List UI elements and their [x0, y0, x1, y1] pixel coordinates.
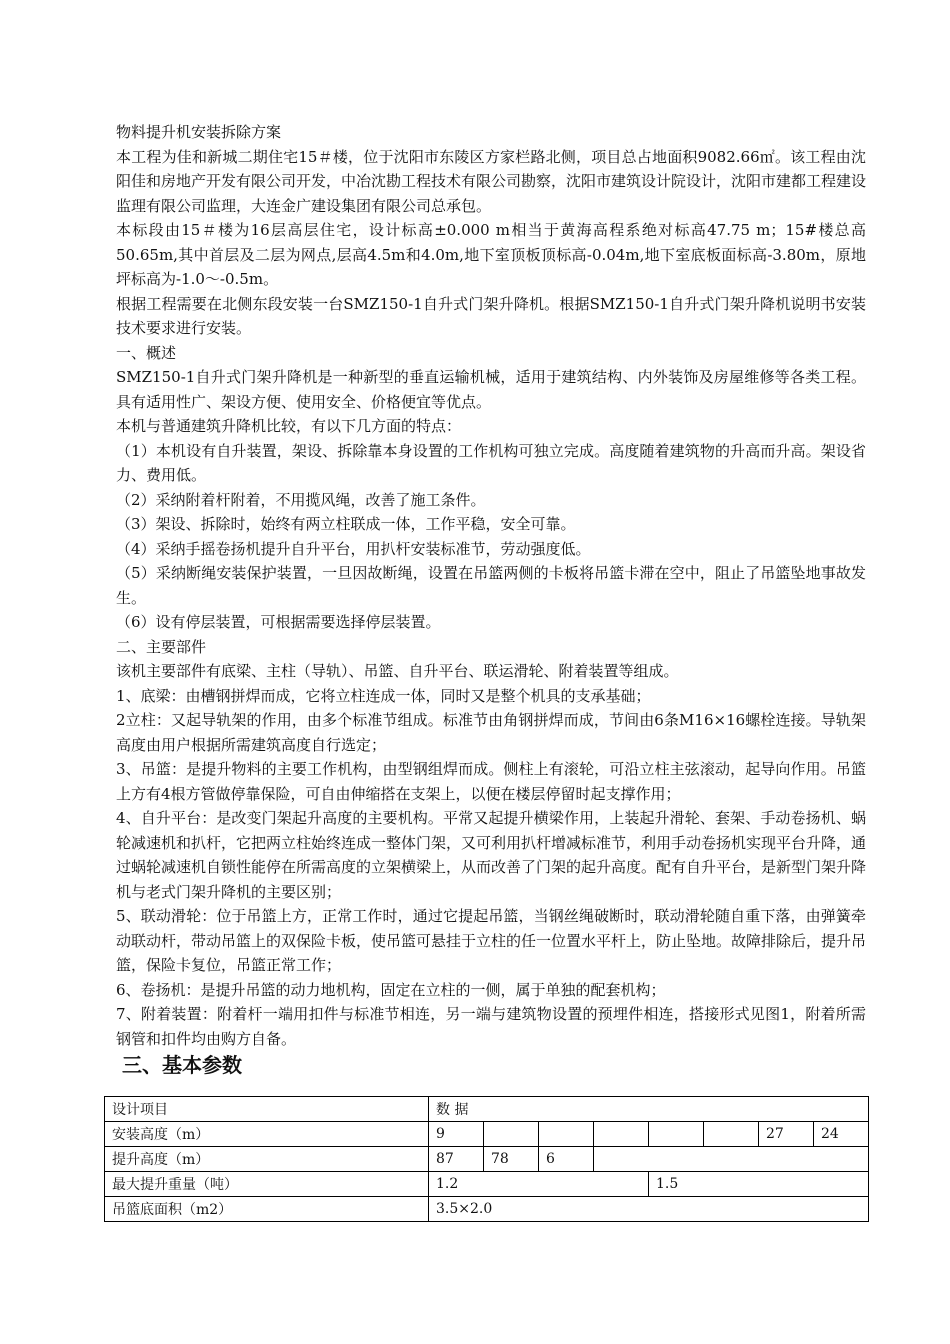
table-cell [704, 1122, 759, 1147]
table-cell [594, 1147, 869, 1172]
table-cell: 24 [814, 1122, 869, 1147]
table-cell: 9 [429, 1122, 484, 1147]
parameters-table [104, 1096, 869, 1222]
table-cell: 最大提升重量（吨） [105, 1172, 429, 1197]
table-cell: 27 [759, 1122, 814, 1147]
part-item-1: 1、底梁：由槽钢拼焊而成，它将立柱连成一体，同时又是整个机具的支承基础； [116, 686, 651, 705]
table-cell: 提升高度（m） [105, 1147, 429, 1172]
part-item-2: 2立柱：又起导轨架的作用，由多个标准节组成。标准节由角钢拼焊而成，节间由6条M16×16螺栓连接。导轨架高度由用户根据所需建筑高度自行选定； [116, 711, 866, 754]
table-cell: 数 据 [429, 1097, 869, 1122]
feature-item-5: （5）采纳断绳安装保护装置，一旦因故断绳，设置在吊篮两侧的卡板将吊篮卡滞在空中，阻止了吊篮坠地事故发生。 [116, 564, 866, 607]
feature-item-2: （2）采纳附着杆附着，不用揽风绳，改善了施工条件。 [116, 490, 486, 509]
table-cell: 87 [429, 1147, 484, 1172]
table-cell [649, 1122, 704, 1147]
table-cell: 78 [484, 1147, 539, 1172]
heading-overview: 一、概述 [116, 343, 177, 362]
paragraph-elevation: 本标段由15＃楼为16层高层住宅，设计标高±0.000 m相当于黄海高程系绝对标高47.75 m；15#楼总高50.65m,其中首层及二层为网点,层高4.5m和4.0m,地下室顶板顶标高-0.04m,地下室底板面标高-3.80m，原地坪标高为-1.0～-0.5m。 [116, 221, 866, 288]
part-item-7: 7、附着装置：附着杆一端用扣件与标准节相连，另一端与建筑物设置的预埋件相连，搭接形式见图1，附着所需钢管和扣件均由购方自备。 [116, 1005, 866, 1048]
table-row [105, 1097, 869, 1122]
table-cell: 安装高度（m） [105, 1122, 429, 1147]
heading-main-parts: 二、主要部件 [116, 637, 207, 656]
part-item-5: 5、联动滑轮：位于吊篮上方，正常工作时，通过它提起吊篮，当钢丝绳破断时，联动滑轮随自重下落，由弹簧牵动联动杆，带动吊篮上的双保险卡板，使吊篮可悬挂于立柱的任一位置水平杆上，防止坠地。故障排除后，提升吊篮，保险卡复位，吊篮正常工作； [116, 907, 867, 974]
table-cell: 1.5 [649, 1172, 869, 1197]
document-title: 物料提升机安装拆除方案 [116, 123, 282, 141]
feature-item-1: （1）本机设有自升装置，架设、拆除靠本身设置的工作机构可独立完成。高度随着建筑物的升高而升高。架设省力、费用低。 [116, 441, 866, 484]
document-body [116, 120, 866, 1079]
part-item-6: 6、卷扬机：是提升吊篮的动力地机构，固定在立柱的一侧，属于单独的配套机构； [116, 980, 666, 999]
paragraph-installation-basis: 根据工程需要在北侧东段安装一台SMZ150-1自升式门架升降机。根据SMZ150-1自升式门架升降机说明书安装技术要求进行安装。 [116, 294, 866, 337]
table-row [105, 1147, 869, 1172]
table-cell: 吊篮底面积（m2） [105, 1197, 429, 1222]
feature-item-4: （4）采纳手摇卷扬机提升自升平台，用扒杆安装标准节，劳动强度低。 [116, 539, 591, 558]
table-cell [539, 1122, 594, 1147]
table-cell [484, 1122, 539, 1147]
table-row [105, 1172, 869, 1197]
table-cell: 设计项目 [105, 1097, 429, 1122]
paragraph-machine-intro: SMZ150-1自升式门架升降机是一种新型的垂直运输机械，适用于建筑结构、内外装饰及房屋维修等各类工程。具有适用性广、架设方便、使用安全、价格便宜等优点。 [116, 368, 866, 411]
part-item-4: 4、自升平台：是改变门架起升高度的主要机构。平常又起提升横梁作用，上装起升滑轮、套架、手动卷扬机、蜗轮减速机和扒杆，它把两立柱始终连成一整体门架，又可利用扒杆增减标准节，利用手动卷扬机实现平台升降，通过蜗轮减速机自锁性能停在所需高度的立架横梁上，从而改善了门架的起升高度。配有自升平台，是新型门架升降机与老式门架升降机的主要区别； [116, 809, 867, 901]
table-row [105, 1122, 869, 1147]
table-cell: 1.2 [429, 1172, 649, 1197]
part-item-3: 3、吊篮：是提升物料的主要工作机构，由型钢组焊而成。侧柱上有滚轮，可沿立柱主弦滚动，起导向作用。吊篮上方有4根方管做停靠保险，可自由伸缩搭在支架上，以便在楼层停留时起支撑作用； [116, 760, 866, 803]
table-cell [594, 1122, 649, 1147]
table-row [105, 1197, 869, 1222]
paragraph-project-overview: 本工程为佳和新城二期住宅15＃楼，位于沈阳市东陵区方家栏路北侧，项目总占地面积9082.66㎡。该工程由沈阳佳和房地产开发有限公司开发，中冶沈勘工程技术有限公司勘察，沈阳市建筑设计院设计，沈阳市建都工程建设监理有限公司监理，大连金广建设集团有限公司总承包。 [116, 147, 867, 215]
paragraph-features-intro: 本机与普通建筑升降机比较，有以下几方面的特点： [116, 417, 462, 435]
table-cell: 3.5×2.0 [429, 1197, 869, 1222]
paragraph-parts-intro: 该机主要部件有底梁、主柱（导轨）、吊篮、自升平台、联运滑轮、附着装置等组成。 [116, 662, 679, 680]
feature-item-3: （3）架设、拆除时，始终有两立柱联成一体，工作平稳，安全可靠。 [116, 515, 576, 533]
heading-basic-parameters: 三、基本参数 [122, 1053, 242, 1077]
table-cell: 6 [539, 1147, 594, 1172]
feature-item-6: （6）设有停层装置，可根据需要选择停层装置。 [116, 613, 441, 631]
